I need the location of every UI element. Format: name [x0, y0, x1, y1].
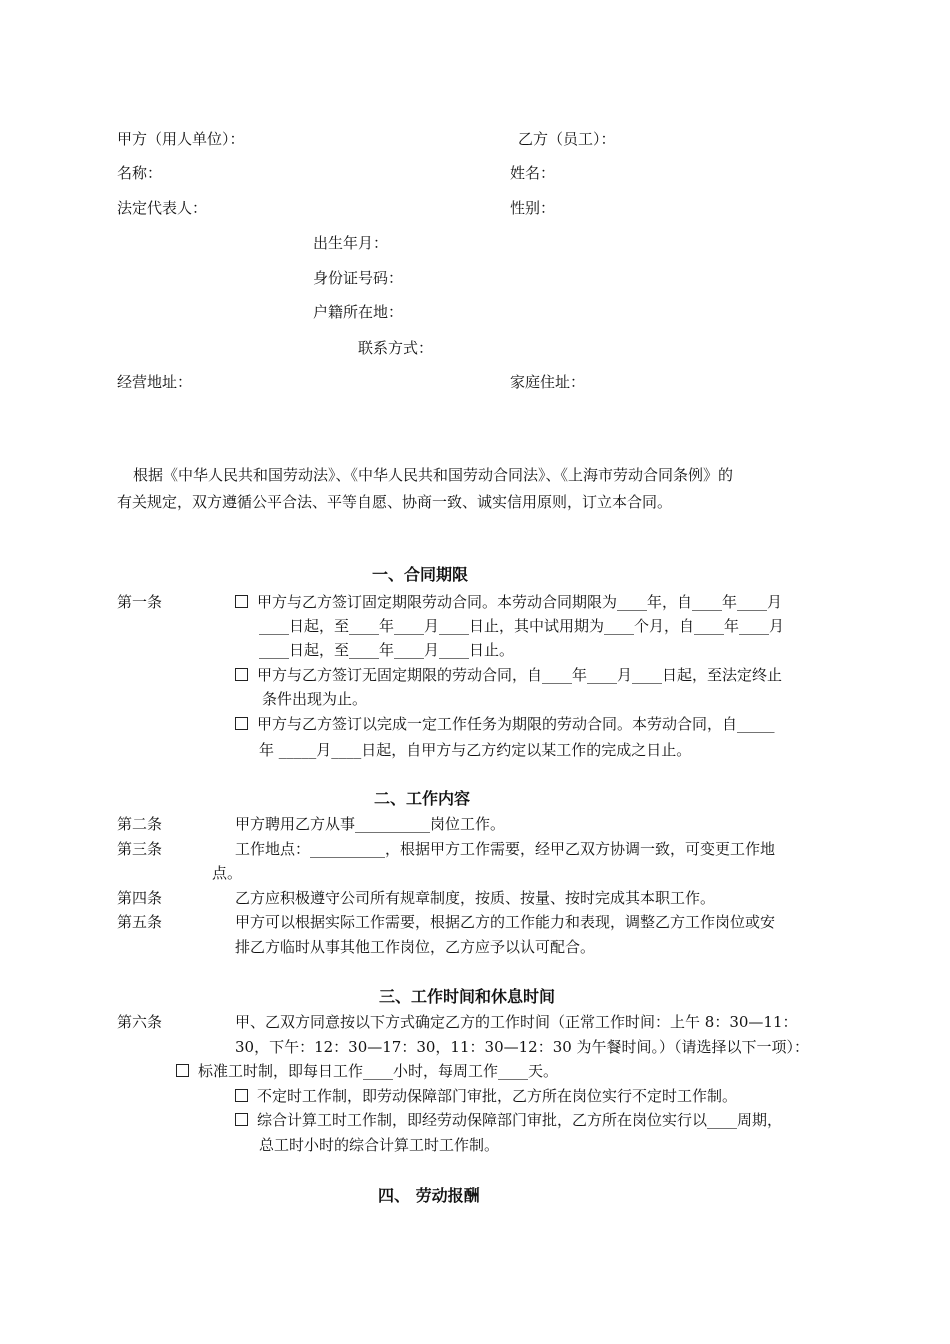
section-2-title: 二、工作内容 [374, 789, 471, 808]
article-5-line-2: 排乙方临时从事其他工作岗位，乙方应予以认可配合。 [235, 938, 596, 956]
party-b-birth: 出生年月： [313, 234, 389, 252]
party-b-contact: 联系方式： [358, 339, 434, 357]
option-text: 不定时工作制，即劳动保障部门审批，乙方所在岗位实行不定时工作制。 [257, 1087, 738, 1105]
article-6-option-2 [235, 1086, 737, 1106]
checkbox[interactable] [235, 1089, 248, 1102]
party-b-label: 乙方（员工）： [518, 130, 616, 148]
preamble-line-2: 有关规定，双方遵循公平合法、平等自愿、协商一致、诚实信用原则，订立本合同。 [117, 493, 673, 511]
article-3-line-2: 点。 [212, 864, 243, 882]
option-text: 综合计算工时工作制，即经劳动保障部门审批，乙方所在岗位实行以____周期， [257, 1111, 783, 1129]
article-5-label: 第五条 [117, 913, 163, 931]
article-1-option-2-line-2: 条件出现为止。 [262, 690, 368, 708]
article-1-option-2 [235, 665, 782, 685]
article-5-line-1: 甲方可以根据实际工作需要，根据乙方的工作能力和表现，调整乙方工作岗位或安 [235, 913, 776, 931]
article-4-text: 乙方应积极遵守公司所有规章制度，按质、按量、按时完成其本职工作。 [235, 889, 716, 907]
article-4-label: 第四条 [117, 889, 163, 907]
article-6-label: 第六条 [117, 1013, 163, 1031]
section-1-title: 一、合同期限 [372, 565, 469, 584]
party-b-gender: 性别： [510, 199, 556, 217]
option-text: 甲方与乙方签订无固定期限的劳动合同，自____年____月____日起，至法定终止 [257, 666, 783, 684]
home-address: 家庭住址： [510, 373, 586, 391]
article-1-option-3-line-2: 年 _____月____日起，自甲方与乙方约定以某工作的完成之日止。 [259, 741, 692, 759]
preamble-line-1: 根据《中华人民共和国劳动法》、《中华人民共和国劳动合同法》、《上海市劳动合同条例》的 [133, 466, 734, 484]
option-text: 甲方与乙方签订固定期限劳动合同。本劳动合同期限为____年，自____年____月 [257, 593, 783, 611]
party-b-id-number: 身份证号码： [313, 269, 404, 287]
article-3-line-1: 工作地点：__________，根据甲方工作需要，经甲乙双方协调一致，可变更工作地 [235, 840, 776, 858]
article-6-line-2: 30，下午：12：30—17：30，11：30—12：30 为午餐时间。）（请选择以下一项）： [235, 1038, 810, 1056]
article-1-option-1-line-3: ____日起，至____年____月____日止。 [259, 641, 515, 659]
article-1-option-3 [235, 714, 775, 734]
article-1-label: 第一条 [117, 593, 163, 611]
article-6-option-3 [235, 1110, 782, 1130]
checkbox[interactable] [176, 1064, 189, 1077]
party-b-household: 户籍所在地： [313, 303, 404, 321]
article-2-text: 甲方聘用乙方从事__________岗位工作。 [235, 815, 506, 833]
legal-representative: 法定代表人： [117, 199, 208, 217]
article-1-option-1-line-2: ____日起，至____年____月____日止，其中试用期为____个月，自____年____月 [259, 617, 785, 635]
option-text: 标准工时制，即每日工作____小时，每周工作____天。 [198, 1062, 559, 1080]
checkbox[interactable] [235, 1113, 248, 1126]
party-a-label: 甲方（用人单位）： [117, 130, 245, 148]
checkbox[interactable] [235, 668, 248, 681]
business-address: 经营地址： [117, 373, 193, 391]
party-a-name: 名称： [117, 164, 163, 182]
checkbox[interactable] [235, 717, 248, 730]
option-text: 甲方与乙方签订以完成一定工作任务为期限的劳动合同。本劳动合同，自_____ [257, 715, 775, 733]
article-6-option-1 [176, 1061, 558, 1081]
party-b-name: 姓名： [510, 164, 556, 182]
article-2-label: 第二条 [117, 815, 163, 833]
section-4-title: 四、 劳动报酬 [378, 1186, 480, 1205]
checkbox[interactable] [235, 595, 248, 608]
section-3-title: 三、工作时间和休息时间 [379, 987, 556, 1006]
article-6-option-3-line-2: 总工时小时的综合计算工时工作制。 [259, 1136, 500, 1154]
article-6-line-1: 甲、乙双方同意按以下方式确定乙方的工作时间（正常工作时间：上午 8：30—11： [235, 1013, 798, 1031]
article-3-label: 第三条 [117, 840, 163, 858]
article-1-option-1 [235, 592, 782, 612]
